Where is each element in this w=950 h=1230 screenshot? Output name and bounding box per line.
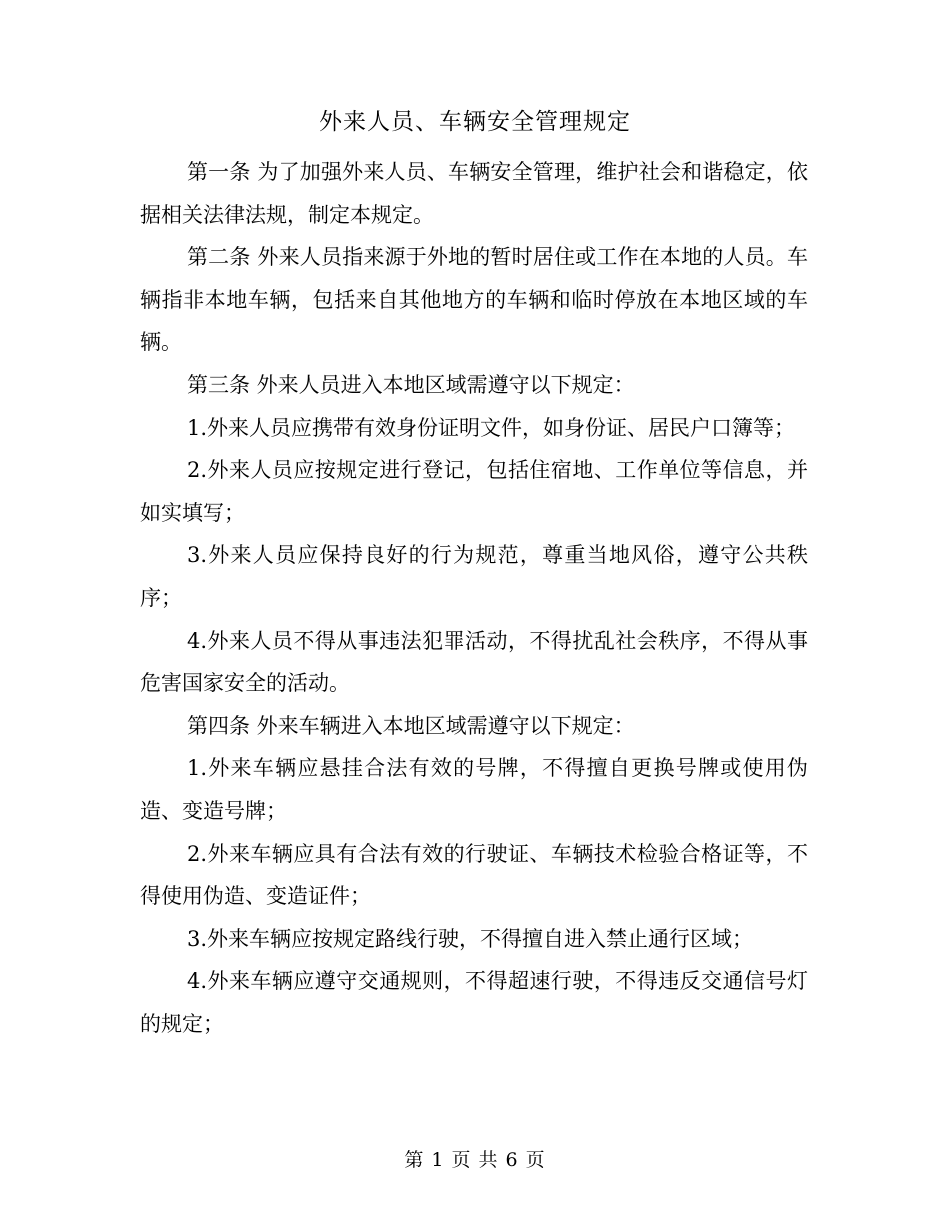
list-item-vehicle-2: 2.外来车辆应具有合法有效的行驶证、车辆技术检验合格证等，不得使用伪造、变造证件； [140,841,808,909]
list-item-vehicle-1: 1.外来车辆应悬挂合法有效的号牌，不得擅自更换号牌或使用伪造、变造号牌； [140,756,808,823]
page-number-footer: 第 1 页 共 6 页 [404,1149,546,1171]
list-item-person-2: 2.外来人员应按规定进行登记，包括住宿地、工作单位等信息，并如实填写； [140,458,808,525]
paragraph-article-4: 第四条 外来车辆进入本地区域需遵守以下规定： [187,713,635,738]
document-title: 外来人员、车辆安全管理规定 [319,109,631,135]
list-item-vehicle-4: 4.外来车辆应遵守交通规则，不得超速行驶，不得违反交通信号灯的规定； [140,969,808,1036]
paragraph-article-1: 第一条 为了加强外来人员、车辆安全管理，维护社会和谐稳定，依据相关法律法规，制定本规定。 [140,160,808,227]
list-item-person-3: 3.外来人员应保持良好的行为规范，尊重当地风俗，遵守公共秩序； [140,543,808,610]
paragraph-article-2: 第二条 外来人员指来源于外地的暂时居住或工作在本地的人员。车辆指非本地车辆，包括来自其他地方的车辆和临时停放在本地区域的车辆。 [140,245,808,355]
document-body [140,151,808,1045]
list-item-person-4: 4.外来人员不得从事违法犯罪活动，不得扰乱社会秩序，不得从事危害国家安全的活动。 [140,628,808,696]
list-item-vehicle-3: 3.外来车辆应按规定路线行驶，不得擅自进入禁止通行区域； [187,926,754,951]
list-item-person-1: 1.外来人员应携带有效身份证明文件，如身份证、居民户口簿等； [187,415,796,440]
paragraph-article-3: 第三条 外来人员进入本地区域需遵守以下规定： [187,372,635,397]
